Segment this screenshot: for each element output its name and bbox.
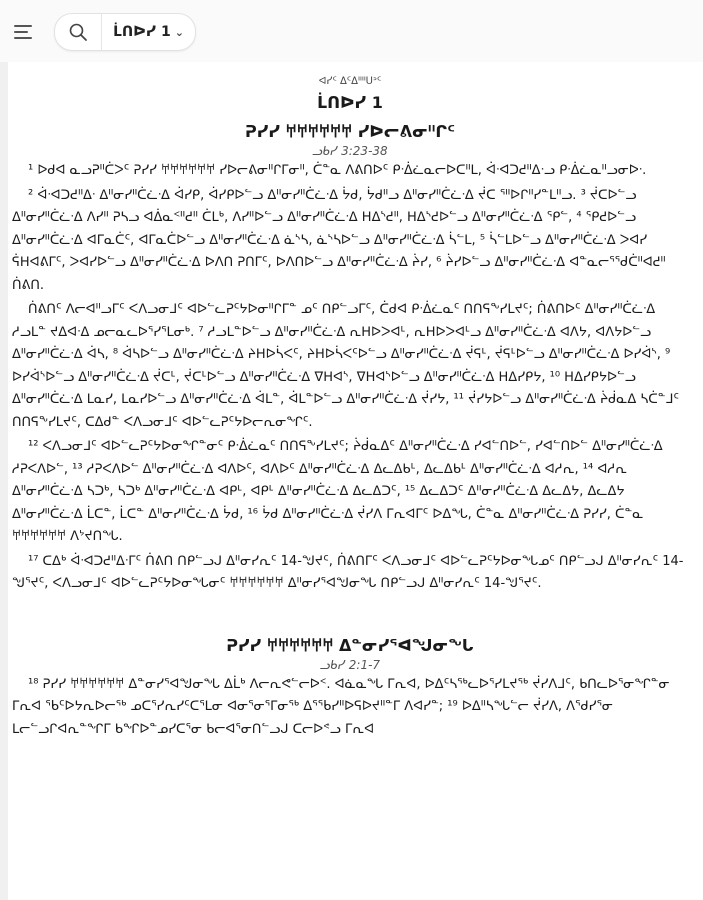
chapter-selector[interactable] — [102, 24, 195, 40]
top-bar — [0, 0, 703, 62]
book-label: ᐊᓯᑦ ᐃᑦᐃᐦᐦᑌᐣᑦ — [318, 76, 382, 87]
verse-paragraph: ¹ ᐅᑯᐊ ᓇᓗᕈᐦᑖᐳᑦ ᕈᓯᓯ 𐀀𐀀𐀀𐀀𐀀𐀀 ᓯᐅᓕᕕᓂᐦᒋᒥᓂᐦ, ᑖᓐᓇ ᐱᕕᑎᐅᑦ ᑭᐧᐄᓛᓇᓕᐅᑕᐦᒪ, ᐋᐧᐊᑐᕍᐦᐃᐧᓗ ᑭᐧᐄᓛᓇᐦᓗᓂᐅᐧ. — [28, 163, 647, 178]
search-icon — [68, 22, 88, 42]
reader-content — [12, 70, 688, 741]
left-gutter — [0, 62, 8, 900]
section-title: ᕈᓯᓯ 𐀀𐀀𐀀𐀀𐀀𐀀 ᓯᐅᓕᕕᓂᐦᒋᑦ — [244, 122, 456, 141]
verse-paragraph: ¹² ᐸᐱᓗᓂᒧᑦ ᐊᐅᓪᓚᕈᑦᔭᐅᓂᖏᓐᓂᑦ ᑭᐧᐄᓛᓇᑦ ᑎᑎᕋᖕᓯᒪᔪᑦ; ᔩᑰᓇᐃᑦ ᐃᐦᓂᓯᐦᑖᓛᐧᐃ ᓯᐊᓪᑎᐅᓪ, ᓯᐊᓪᑎᐅᓪ ᐃᐦᓂᓯᐦᑖᓛᐧᐃ ᓱᕈᐸᐱᐅᓪ, ¹³ ᓱᕈᐸᐱᐅᓪ ᐃᐦᓂᓯᐦᑖᓛᐧᐃ ᐊᐱᐅᑦ, ᐊᐱᐅᑦ ᐃᐦᓂᓯᐦᑖᓛᐧᐃ ᐃᓚᐃᑲᒻ, ᐃᓚᐃᑲᒻ ᐃᐦᓂᓯᐦᑖᓛᐧᐃ ᐊᓱᕆ, ¹⁴ ᐊᓱᕆ ᐃᐦᓂᓯᐦᑖᓛᐧᐃ ᓴᑐᒃ, ᓴᑐᒃ ᐃᐦᓂᓯᐦᑖᓛᐧᐃ ᐊᑭᒻ, ᐊᑭᒻ ᐃᐦᓂᓯᐦᑖᓛᐧᐃ ᐃᓚᐃᑐᑦ, ¹⁵ ᐃᓚᐃᑐᑦ ᐃᐦᓂᓯᐦᑖᓛᐧᐃ ᐃᓚᐃᔭ, ᐃᓚᐃᔭ ᐃᐦᓂᓯᐦᑖᓛᐧᐃ ᒫᑕᓐ, ᒫᑕᓐ ᐃᐦᓂᓯᐦᑖᓛᐧᐃ ᔮᑯ, ¹⁶ ᔮᑯ ᐃᐦᓂᓯᐦᑖᓛᐧᐃ ᔫᓯᐱ ᒥᕆᐊᒥᑦ ᐅᐃᖓ, ᑖᓐᓇ ᐃᐦᓂᓯᐦᑖᓛᐧᐃ ᕈᓯᓯ, ᑖᓐᓇ 𐀀𐀀𐀀𐀀𐀀𐀀 ᐱᔾᔪᑎᖓ. — [12, 439, 663, 544]
search-button[interactable] — [55, 14, 102, 50]
section-reference: ᓗᑲᓯ 3:23-38 — [312, 144, 388, 158]
section-title: ᕈᓯᓯ 𐀀𐀀𐀀𐀀𐀀𐀀 ᐃᓐᓂᓯᕐᐊᖑᓂᖓ — [226, 635, 474, 655]
menu-icon[interactable] — [14, 20, 38, 44]
chapter-selector-label: ᒫᑎᐅᓯ 1 — [113, 24, 171, 40]
section-reference: ᓗᑲᓯ 2:1-7 — [319, 657, 381, 672]
navigation-pill — [54, 13, 196, 51]
verse-paragraph: ² ᐋᐧᐊᑐᕍᐦᐃᐧ ᐃᐦᓂᓯᐦᑖᓛᐧᐃ ᐋᓯᑭ, ᐋᓯᑭᐅᓪᓗ ᐃᐦᓂᓯᐦᑖᓛᐧᐃ ᔮᑯ, ᔮᑯᐦᓗ ᐃᐦᓂᓯᐦᑖᓛᐧᐃ ᔫᑕ ᕐᐦᐅᒋᐦᓯᓐᒪᐦᓗ. ³ ᔫᑕᐅᓪᓗ ᐃᐦᓂᓯᐦᑖᓛᐧᐃ ᐱᓯᐦ ᕈᓴᓗ ᐊᐄᓇᑉᐦᕍᐦ ᑖᒪᒃ, ᐱᓯᐦᐅᓪᓗ ᐃᐦᓂᓯᐦᑖᓛᐧᐃ ᕼᐃᔅᕍᐦ, ᕼᐃᔅᕍᐅᓪᓗ ᐃᐦᓂᓯᐦᑖᓛᐧᐃ ᕿᓪ, ⁴ ᕿᕍᐅᓪᓗ ᐃᐦᓂᓯᐦᑖᓛᐧᐃ ᐊᒥᓇᑖᑦ, ᐊᒥᓇᑖᐅᓪᓗ ᐃᐦᓂᓯᐦᑖᓛᐧᐃ ᓈᔅᓴ, ᓈᔅᓴᐅᓪᓗ ᐃᐦᓂᓯᐦᑖᓛᐧᐃ ᓵᓪᒪ, ⁵ ᓵᓪᒪᐅᓪᓗ ᐃᐦᓂᓯᐦᑖᓛᐧᐃ ᐳᐊᓯ ᕌᕼᐊᕕᒥᑦ, ᐳᐊᓯᐅᓪᓗ ᐃᐦᓂᓯᐦᑖᓛᐧᐃ ᐅᐱᑎ ᕈᑎᒥᑦ, ᐅᐱᑎᐅᓪᓗ ᐃᐦᓂᓯᐦᑖᓛᐧᐃ ᔩᓯ, ⁶ ᔩᓯᐅᓪᓗ ᐃᐦᓂᓯᐦᑖᓛᐧᐃ ᐊᓐᓇᓕᕐᖁᑖᐦᐊᕍᐦ ᑏᕕᑎ. — [12, 187, 666, 293]
verse-paragraph: ᑏᕕᑎᑦ ᐱᓕᐊᐦᓗᒥᑦ ᐸᐱᓗᓂᒧᑦ ᐊᐅᓪᓚᕈᑦᔭᐅᓂᐦᒋᒥᓐ ᓄᑦ ᑎᑭᓪᓗᒥᑦ, ᑖᑯᐊ ᑭᐧᐄᓛᓇᑦ ᑎᑎᕋᖕᓯᒪᔪᑦ; ᑏᕕᑎᐅᑦ ᐃᐦᓂᓯᐦᑖᓛᐧᐃ ᓱᓗᒪᓐ ᔪᐃᐊᐧᐃ ᓄᓕᓇᓚᐅᕐᓯᕐᒪᓂᒃ. ⁷ ᓱᓗᒪᓐᐅᓪᓗ ᐃᐦᓂᓯᐦᑖᓛᐧᐃ ᕆᕼᐅᐳᐊᒻ, ᕆᕼᐅᐳᐊᒻᓗ ᐃᐦᓂᓯᐦᑖᓛᐧᐃ ᐊᐱᔭ, ᐊᐱᔭᐅᓪᓗ ᐃᐦᓂᓯᐦᑖᓛᐧᐃ ᐋᓴ, ⁸ ᐋᓴᐅᓪᓗ ᐃᐦᓂᓯᐦᑖᓛᐧᐃ ᔨᕼᐅᓵᐸᑦ, ᔨᕼᐅᓵᐸᑦᐅᓪᓗ ᐃᐦᓂᓯᐦᑖᓛᐧᐃ ᔫᕋᒻ, ᔫᕋᒻᐅᓪᓗ ᐃᐦᓂᓯᐦᑖᓛᐧᐃ ᐅᓯᐋᔅ, ⁹ ᐅᓯᐋᔅᐅᓪᓗ ᐃᐦᓂᓯᐦᑖᓛᐧᐃ ᔫᑕᒻ, ᔫᑕᒻᐅᓪᓗ ᐃᐦᓂᓯᐦᑖᓛᐧᐃ ᐁᕼᐊᔅ, ᐁᕼᐊᔅᐅᓪᓗ ᐃᐦᓂᓯᐦᑖᓛᐧᐃ ᕼᐃᓯᑭᔭ, ¹⁰ ᕼᐃᓯᑭᔭᐅᓪᓗ ᐃᐦᓂᓯᐦᑖᓛᐧᐃ ᒪᓇᓯ, ᒪᓇᓯᐅᓪᓗ ᐃᐦᓂᓯᐦᑖᓛᐧᐃ ᐋᒪᓐ, ᐋᒪᓐᐅᓪᓗ ᐃᐦᓂᓯᐦᑖᓛᐧᐃ ᔫᓯᔭ, ¹¹ ᔫᓯᔭᐅᓪᓗ ᐃᐦᓂᓯᐦᑖᓛᐧᐃ ᔩᑰᓇᐃ ᓴᑖᓐᒧᑦ ᑎᑎᕋᖕᓯᒪᔪᑦ, ᑕᐃᑯᓐ ᐸᐱᓗᓂᒧᑦ ᐊᐅᓪᓚᕈᑦᔭᐅᓕᕆᓂᖏᑦ. — [12, 302, 680, 430]
chapter-title: ᒫᑎᐅᓯ 1 — [317, 93, 383, 112]
verse-paragraph: ¹⁷ ᑕᐃᒃ ᐋᐧᐊᑐᕍᐦᐃᐧᒥᑦ ᑏᕕᑎ ᑎᑭᓪᓗᒍ ᐃᐦᓂᓯᕆᑦ 14-ᖑᔪᑦ, ᑏᕕᑎᒥᑦ ᐸᐱᓗᓂᒧᑦ ᐊᐅᓪᓚᕈᑦᔭᐅᓂᖓᓄᑦ ᑎᑭᓪᓗᒍ ᐃᐦᓂᓯᕆᑦ 14-ᖑᕐᔪᑦ, ᐸᐱᓗᓂᒧᑦ ᐊᐅᓪᓚᕈᑦᔭᐅᓂᖓᓂᑦ 𐀀𐀀𐀀𐀀𐀀𐀀 ᐃᐦᓂᓯᕐᐊᖑᓂᖓ ᑎᑭᓪᓗᒍ ᐃᐦᓂᓯᕆᑦ 14-ᖑᕐᔪᑦ. — [12, 553, 684, 591]
chevron-down-icon: ⌄ — [174, 25, 184, 39]
verse-paragraph: ¹⁸ ᕈᓯᓯ 𐀀𐀀𐀀𐀀𐀀𐀀 ᐃᓐᓂᓯᕐᐊᖑᓂᖓ ᐃᒫᒃ ᐱᓕᕆᕙᓪᓕᐅᑉ. ᐊᓈᓇᖓ ᒥᕆᐊ, ᐅᐃᑦᓴᖅᓚᐅᕐᓯᒪᔪᖅ ᔫᓯᐱᒧᑦ, ᑲᑎᓚᐅᕐᓂᖏᓐᓂ ᒥᕆᐊ ᖃᑦᐅᔭᕆᐅᓕᖅ ᓄᑕᕐᓯᕆᓯᑦᑕᕐᒪᓂ ᐊᓂᕐᓂᕐᒥᓂᖅ ᐃᕐᖃᓯᐦᐅᕋᐅᔪᐦᓐᒥ ᐱᐊᓯᓐ; ¹⁹ ᐅᐃᐦᓴᖓᓪᓕ ᔫᓯᐱ, ᐱᕐᑯᓯᕐᓂ ᒪᓕᓪᓗᒋᐊᕆᓐᖏᒥ ᑲᖏᐅᓐᓄᓯᑕᕐᓂ ᑲᓕᐊᕐᓂᑎᓪᓗᒍ ᑕᓕᐅᕝᓗ ᒥᕆᐊ — [12, 676, 670, 737]
